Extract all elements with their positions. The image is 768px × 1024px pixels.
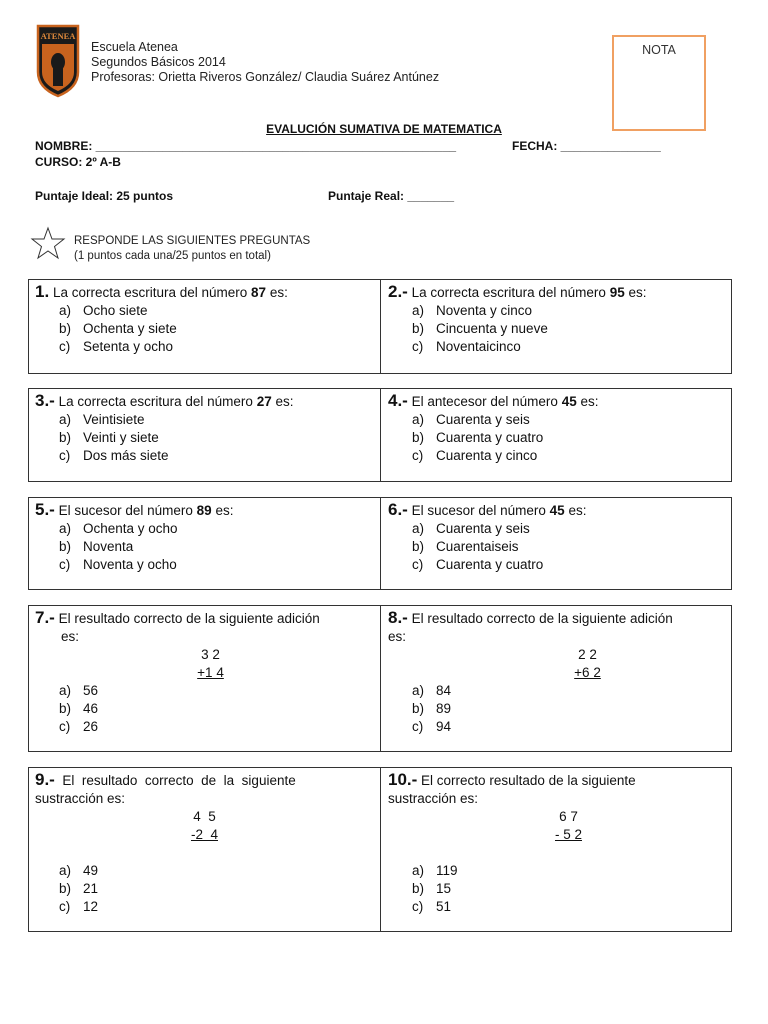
question-7: 7.- El resultado correcto de la siguiente adición es: 3 2 +1 4 a) 56 b) 46 c) 26 bbox=[29, 606, 380, 751]
question-text-cont: sustracción es: bbox=[35, 791, 126, 806]
option-a[interactable]: a) 119 bbox=[412, 863, 458, 878]
puntaje-real-field[interactable]: Puntaje Real: _______ bbox=[328, 189, 455, 203]
question-number: 7.- bbox=[35, 608, 55, 627]
question-number: 4.- bbox=[388, 391, 408, 410]
option-b[interactable]: b) 15 bbox=[412, 881, 452, 896]
option-a[interactable]: a) Cuarenta y seis bbox=[412, 521, 530, 536]
addend-2: +6 2 bbox=[574, 665, 601, 680]
question-number: 2.- bbox=[388, 282, 408, 301]
option-b[interactable]: b) 21 bbox=[59, 881, 99, 896]
question-number: 6.- bbox=[388, 500, 408, 519]
subtrahend: - 5 2 bbox=[554, 827, 582, 842]
curso-label: CURSO: 2º A-B bbox=[35, 155, 121, 169]
question-text-cont: sustracción es: bbox=[388, 791, 479, 806]
question-number: 9.- bbox=[35, 770, 55, 789]
instructions-line2: (1 puntos cada una/25 puntos en total) bbox=[74, 250, 271, 262]
question-number: 10.- bbox=[388, 770, 418, 789]
question-number: 3.- bbox=[35, 391, 55, 410]
option-a[interactable]: a) Cuarenta y seis bbox=[412, 412, 530, 427]
school-level: Segundos Básicos 2014 bbox=[91, 55, 226, 69]
question-row-1 bbox=[28, 279, 732, 374]
question-9: 9.- El resultado correcto de la siguiente sustracción es: 4 5 -2 4 a) 49 b) 21 c) 12 bbox=[29, 768, 380, 931]
instructions-line1: RESPONDE LAS SIGUIENTES PREGUNTAS bbox=[74, 235, 311, 247]
nota-box[interactable] bbox=[612, 35, 706, 131]
question-number: 5.- bbox=[35, 500, 55, 519]
school-crest-logo bbox=[36, 22, 80, 98]
minuend: 6 7 bbox=[559, 809, 578, 824]
option-a[interactable]: a) Veintisiete bbox=[59, 412, 145, 427]
exam-title: EVALUCIÓN SUMATIVA DE MATEMATICA bbox=[266, 122, 502, 136]
logo-text: ATENEA bbox=[40, 31, 76, 41]
option-a[interactable]: a) Ocho siete bbox=[59, 303, 148, 318]
question-number: 1. bbox=[35, 282, 50, 301]
instructions bbox=[74, 234, 310, 264]
option-b[interactable]: b) Cincuenta y nueve bbox=[412, 321, 548, 336]
option-c[interactable]: c) Cuarenta y cinco bbox=[412, 448, 538, 463]
subtrahend: -2 4 bbox=[190, 827, 218, 842]
minuend: 4 5 bbox=[193, 809, 216, 824]
option-c[interactable]: c) 51 bbox=[412, 899, 452, 914]
option-a[interactable]: a) 49 bbox=[59, 863, 99, 878]
question-row-4 bbox=[28, 605, 732, 752]
option-c[interactable]: c) Setenta y ocho bbox=[59, 339, 174, 354]
option-a[interactable]: a) 84 bbox=[412, 683, 452, 698]
question-2: 2.- La correcta escritura del número 95 es: a) Noventa y cinco b) Cincuenta y nueve c) Noventaicinco bbox=[380, 280, 731, 373]
question-number: 8.- bbox=[388, 608, 408, 627]
question-3: 3.- La correcta escritura del número 27 es: a) Veintisiete b) Veinti y siete c) Dos más siete bbox=[29, 389, 380, 481]
question-10: 10.- El correcto resultado de la siguiente sustracción es: 6 7 - 5 2 a) 119 b) 15 c) 51 bbox=[380, 768, 731, 931]
nota-label: NOTA bbox=[642, 43, 676, 57]
question-text-cont: es: bbox=[388, 629, 407, 644]
star-icon bbox=[30, 226, 66, 260]
option-b[interactable]: b) Noventa bbox=[59, 539, 134, 554]
option-a[interactable]: a) 56 bbox=[59, 683, 99, 698]
fecha-field[interactable]: FECHA: _______________ bbox=[512, 139, 661, 153]
option-a[interactable]: a) Noventa y cinco bbox=[412, 303, 533, 318]
option-c[interactable]: c) Cuarenta y cuatro bbox=[412, 557, 544, 572]
question-5: 5.- El sucesor del número 89 es: a) Ochenta y ocho b) Noventa c) Noventa y ocho bbox=[29, 498, 380, 589]
option-b[interactable]: b) 46 bbox=[59, 701, 99, 716]
option-a[interactable]: a) Ochenta y ocho bbox=[59, 521, 178, 536]
question-row-5 bbox=[28, 767, 732, 932]
addend-2: +1 4 bbox=[197, 665, 224, 680]
question-1: 1. La correcta escritura del número 87 es: a) Ocho siete b) Ochenta y siete c) Setenta y ocho bbox=[29, 280, 380, 373]
question-8: 8.- El resultado correcto de la siguiente adición es: 2 2 +6 2 a) 84 b) 89 c) 94 bbox=[380, 606, 731, 751]
option-b[interactable]: b) Ochenta y siete bbox=[59, 321, 177, 336]
question-text-cont: es: bbox=[61, 629, 80, 644]
option-c[interactable]: c) 94 bbox=[412, 719, 452, 734]
addend-1: 2 2 bbox=[578, 647, 597, 662]
school-name: Escuela Atenea bbox=[91, 40, 178, 54]
question-4: 4.- El antecesor del número 45 es: a) Cuarenta y seis b) Cuarenta y cuatro c) Cuarenta y cinco bbox=[380, 389, 731, 481]
question-row-2 bbox=[28, 388, 732, 482]
option-b[interactable]: b) Cuarentaiseis bbox=[412, 539, 519, 554]
addend-1: 3 2 bbox=[201, 647, 220, 662]
option-c[interactable]: c) Dos más siete bbox=[59, 448, 169, 463]
option-c[interactable]: c) 26 bbox=[59, 719, 99, 734]
school-info bbox=[91, 40, 439, 85]
teachers: Profesoras: Orietta Riveros González/ Claudia Suárez Antúnez bbox=[91, 70, 440, 84]
nombre-field[interactable]: NOMBRE: ______________________________________________________ bbox=[35, 139, 457, 153]
option-b[interactable]: b) Veinti y siete bbox=[59, 430, 159, 445]
question-6: 6.- El sucesor del número 45 es: a) Cuarenta y seis b) Cuarentaiseis c) Cuarenta y cuatro bbox=[380, 498, 731, 589]
option-c[interactable]: c) 12 bbox=[59, 899, 99, 914]
option-c[interactable]: c) Noventa y ocho bbox=[59, 557, 177, 572]
puntaje-ideal: Puntaje Ideal: 25 puntos bbox=[35, 189, 174, 203]
option-b[interactable]: b) 89 bbox=[412, 701, 452, 716]
option-b[interactable]: b) Cuarenta y cuatro bbox=[412, 430, 544, 445]
question-row-3 bbox=[28, 497, 732, 590]
option-c[interactable]: c) Noventaicinco bbox=[412, 339, 521, 354]
